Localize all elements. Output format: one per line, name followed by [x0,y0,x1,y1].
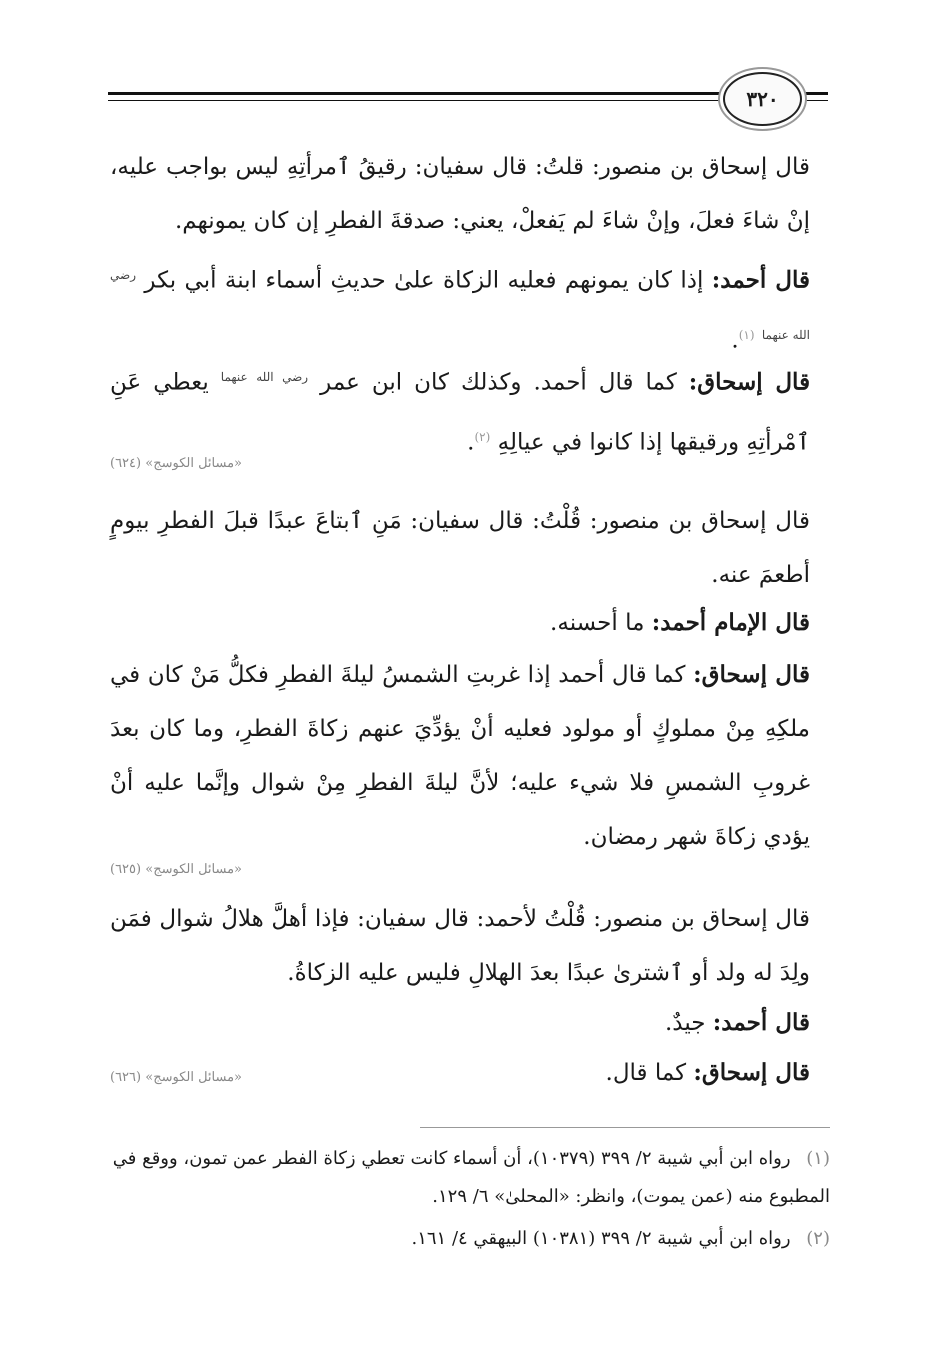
paragraph-text: كما قال أحمد إذا غربتِ الشمسُ ليلةَ الفطرِ فكلُّ مَنْ كان في ملكِهِ مِنْ مملوكٍ أو مولود فعليه أنْ يؤدِّيَ عنهم زكاةَ الفطرِ، وما كان بعدَ غروبِ الشمسِ فلا شيء عليه؛ لأنَّ ليلةَ الفطرِ مِنْ شوال وإنَّما عليه أنْ يؤدي زكاةَ شهر رمضان. [110,662,810,850]
source-citation: «مسائل الكوسج» (٦٢٤) [110,456,243,471]
page-number: ٣٢٠ [723,72,802,126]
paragraph-text: قال إسحاق بن منصور: قُلْتُ: قال سفيان: مَنِ ٱبتاعَ عبدًا قبلَ الفطرِ بيومٍ أطعمَ عنه. [110,508,810,588]
page-header [108,72,828,122]
paragraph-text: جيدٌ. [664,1010,706,1036]
paragraph-5 [110,596,810,650]
speaker: قال إسحاق: [688,368,811,396]
footnote-1 [110,1140,830,1216]
paragraph-8 [110,996,810,1050]
footnote-text: رواه ابن أبي شيبة ٢/ ٣٩٩ (١٠٣٧٩)، أن أسماء كانت تعطي زكاة الفطر عمن تمون، ووقع في المطبوع منه (عمن يموت)، وانظر: «المحلىٰ» ٦/ ١٢٩. [112,1148,830,1207]
header-rule-right-thin [798,100,828,101]
footnote-text: رواه ابن أبي شيبة ٢/ ٣٩٩ (١٠٣٨١) البيهقي ٤/ ١٦١. [411,1228,791,1249]
footnote-number: (٢) [806,1228,830,1249]
paragraph-3: قال إسحاق: كما قال أحمد. وكذلك كان ابن عمر $^{رضي الله عنهما}$ يعطي عَنِ ٱمْرأتِهِ ورقيقها إذا كانوا في عيالِهِ $^{(٢)}$. [110,368,811,456]
paragraph-4 [110,494,810,602]
paragraph-text: كما قال. [605,1060,687,1086]
paragraph-7 [110,892,810,1000]
header-rule-thin [108,100,723,101]
speaker: قال إسحاق: [693,1059,810,1086]
honorific-glyph: رضي الله عنهما [220,370,309,384]
speaker: قال أحمد: [711,266,811,294]
footnote-divider [420,1127,830,1128]
paragraph-text: كما قال أحمد. وكذلك كان ابن عمر [320,369,677,396]
paragraph-text-continued: يعطي عَنِ ٱمْرأتِهِ ورقيقها إذا كانوا في عيالِهِ [110,369,810,456]
paragraph-text: ما أحسنه. [550,610,645,636]
paragraph-text: إذا كان يمونهم فعليه الزكاة علىٰ حديثِ أسماء ابنة أبي بكر [144,267,704,294]
footnote-2 [110,1220,830,1258]
honorific-glyph: رضي الله عنهما [110,268,810,342]
footnote-number: (١) [806,1148,830,1169]
speaker: قال إسحاق: [693,661,810,688]
speaker: قال الإمام أحمد: [651,609,810,636]
speaker: قال أحمد: [712,1009,810,1036]
header-rule [108,92,723,95]
header-rule-right [798,92,828,95]
paragraph-6 [110,648,810,864]
paragraph-2: قال أحمد: إذا كان يمونهم فعليه الزكاة علىٰ حديثِ أسماء ابنة أبي بكر $^{رضي الله عنهما}$ $^{(١)}$. [110,266,811,354]
source-citation: «مسائل الكوسج» (٦٢٥) [110,862,243,877]
source-citation: «مسائل الكوسج» (٦٢٦) [110,1070,243,1085]
footnote-ref[interactable]: (٢) [474,429,491,444]
footnote-ref[interactable]: (١) [738,327,755,342]
paragraph-text: قال إسحاق بن منصور: قلتُ: قال سفيان: رقيقُ ٱمرأتِهِ ليس بواجب عليه، إنْ شاءَ فعلَ، وإنْ شاءَ لم يَفعلْ، يعني: صدقةَ الفطرِ إن كان يمونهم. [110,154,810,234]
paragraph-text: قال إسحاق بن منصور: قُلْتُ لأحمد: قال سفيان: فإذا أهلَّ هلالُ شوال فمَن ولِدَ له ولد أو ٱشترىٰ عبدًا بعدَ الهلالِ فليس عليه الزكاةُ. [110,906,810,986]
paragraph-1 [110,140,810,248]
